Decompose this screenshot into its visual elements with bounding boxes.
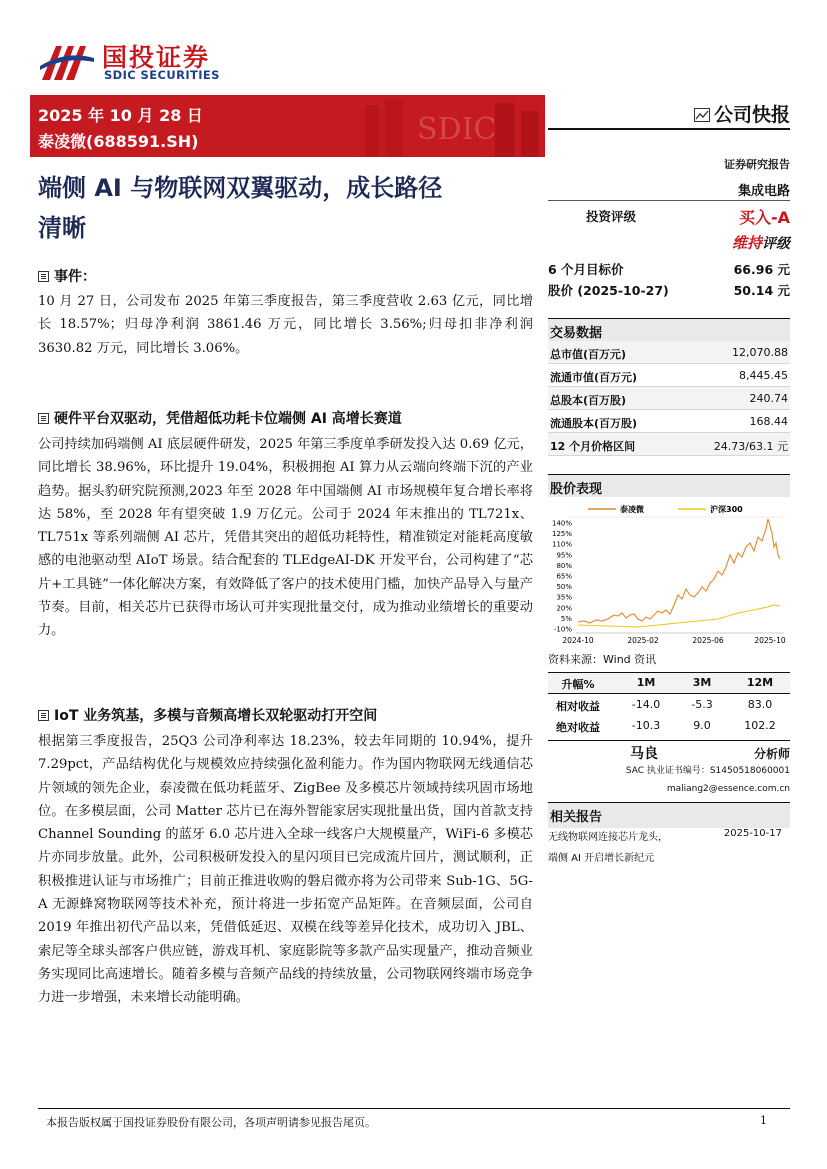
rating-value: 买入-A bbox=[738, 208, 790, 227]
legend-label-stock: 泰凌微 bbox=[620, 505, 644, 514]
performance-heading: 股价表现 bbox=[548, 474, 790, 500]
sdic-logo-icon bbox=[38, 36, 96, 86]
rating-label: 投资评级 bbox=[586, 209, 637, 224]
legend-label-index: 沪深300 bbox=[710, 505, 743, 514]
doc-type: 公司快报 bbox=[713, 104, 790, 126]
trade-row bbox=[548, 387, 790, 410]
chart-icon bbox=[694, 108, 710, 122]
logo-cn-text: 国投证券 bbox=[102, 43, 211, 72]
y-tick-label: 35% bbox=[556, 593, 572, 602]
analyst-name: 马良 bbox=[630, 746, 658, 762]
y-tick-label: 5% bbox=[560, 614, 572, 623]
doc-type-header bbox=[548, 100, 790, 130]
perf-cell: -10.3 bbox=[631, 719, 661, 732]
x-tick-label: 2025-10 bbox=[754, 636, 786, 645]
related-report-date: 2025-10-17 bbox=[723, 828, 782, 839]
y-tick-label: 95% bbox=[556, 551, 572, 560]
y-tick-label: 110% bbox=[551, 540, 572, 549]
rating-suffix: 评级 bbox=[762, 236, 790, 252]
chart-source: 资料来源：Wind 资讯 bbox=[548, 653, 657, 666]
y-tick-label: 80% bbox=[556, 561, 572, 570]
perf-row bbox=[548, 694, 790, 716]
target-value: 66.96 元 bbox=[733, 262, 790, 277]
banner-building-decoration bbox=[345, 95, 545, 157]
logo-en-text: SDIC SECURITIES bbox=[104, 68, 220, 82]
related-reports-heading: 相关报告 bbox=[548, 802, 790, 828]
section-body-hardware: 公司持续加码端侧 AI 底层硬件研发，2025 年第三季度单季研发投入达 0.69 亿元，同比增长 38.96%，环比提升 19.04%，积极拥抱 AI 算力从云端向终端下沉的产业趋势。据头豹研究院预测,2023 年至 2028 年中国端侧 AI 市场规模年复合增长率将达 58%，至 2028 年有望突破 1.9 万亿元。公司于 2024 年末推出的 TL721x、TL751x 等系列端侧 AI 芯片，凭借其突出的超低功耗特性，精准锁定对能耗高度敏感的电池驱动型 AIoT 场景。结合配套的 TLEdgeAI-DK 开发平台，公司构建了“芯片+工具链”一体化解决方案，有效降低了客户的技术使用门槛，加快产品导入与量产节奏。目前，相关芯片已获得市场认可并实现批量交付，成为推动业绩增长的重要动力。 bbox=[38, 437, 533, 639]
perf-cell: 9.0 bbox=[693, 719, 711, 732]
trade-data-heading: 交易数据 bbox=[548, 318, 790, 344]
related-report-item[interactable] bbox=[548, 849, 790, 864]
section-heading-iot bbox=[38, 705, 377, 725]
perf-table-header bbox=[548, 672, 790, 694]
section-heading-text: IoT 业务筑基，多模与音频高增长双轮驱动打开空间 bbox=[54, 708, 378, 724]
list-icon bbox=[38, 271, 49, 282]
target-price-row bbox=[548, 260, 790, 278]
price-value: 50.14 元 bbox=[733, 283, 790, 298]
y-tick-label: 125% bbox=[551, 530, 572, 539]
stock-name: 泰凌微(688591.SH) bbox=[38, 132, 199, 151]
title-line-1: 端侧 AI 与物联网双翼驱动，成长路径 bbox=[38, 174, 443, 202]
y-tick-label: 65% bbox=[556, 572, 572, 581]
perf-col-3m: 3M bbox=[692, 676, 712, 689]
footer-disclaimer: 本报告版权属于国投证券股份有限公司，各项声明请参见报告尾页。 bbox=[46, 1116, 376, 1129]
trade-row bbox=[548, 364, 790, 387]
trade-key: 12 个月价格区间 bbox=[550, 440, 636, 453]
y-tick-label: 20% bbox=[556, 604, 572, 613]
industry-divider bbox=[548, 200, 790, 201]
list-icon bbox=[38, 710, 49, 721]
analyst-role: 分析师 bbox=[753, 747, 790, 761]
industry: 集成电路 bbox=[737, 184, 790, 199]
perf-col-1m: 1M bbox=[636, 676, 656, 689]
company-logo bbox=[38, 36, 268, 86]
price-label: 股价 (2025-10-27) bbox=[548, 283, 669, 298]
header-banner bbox=[30, 95, 545, 157]
banner-watermark: SDIC bbox=[417, 112, 497, 147]
rating-action-row bbox=[548, 232, 790, 253]
report-date: 2025 年 10 月 28 日 bbox=[38, 106, 203, 125]
trade-value: 168.44 bbox=[749, 415, 788, 428]
performance-chart bbox=[548, 497, 790, 645]
section-heading-event bbox=[38, 266, 96, 286]
sac-number: SAC 执业证书编号：S1450518060001 bbox=[625, 766, 790, 776]
y-tick-label: 140% bbox=[551, 519, 572, 528]
perf-cell: 102.2 bbox=[744, 719, 776, 732]
perf-row-label: 相对收益 bbox=[556, 700, 600, 713]
x-tick-label: 2024-10 bbox=[562, 636, 594, 645]
y-tick-label: -10% bbox=[553, 625, 572, 634]
rating-action: 维持 bbox=[731, 234, 762, 252]
header-divider bbox=[548, 128, 790, 130]
x-tick-label: 2025-06 bbox=[692, 636, 724, 645]
trade-key: 总股本(百万股) bbox=[550, 394, 627, 407]
target-label: 6 个月目标价 bbox=[548, 262, 624, 277]
trade-value: 8,445.45 bbox=[739, 369, 788, 382]
report-type: 证券研究报告 bbox=[724, 158, 790, 171]
related-report-title[interactable]: 无线物联网连接芯片龙头， bbox=[548, 832, 668, 843]
title-line-2: 清晰 bbox=[38, 214, 86, 242]
section-body-iot: 根据第三季度报告，25Q3 公司净利率达 18.23%，较去年同期的 10.94%，提升 7.29pct，产品结构优化与规模效应持续强化盈利能力。作为国内物联网无线通信芯片领域的领先企业，泰凌微在低功耗蓝牙、ZigBee 及多模芯片领域持续巩固市场地位。在多模层面，公司 Matter 芯片已在海外智能家居实现批量出货，国内首款支持 Channel Sounding 的蓝牙 6.0 芯片进入全球一线客户大规模量产，WiFi-6 多模芯片亦同步放量。此外，公司积极研发投入的星闪项目已完成流片回片，测试顺利，正积极推进认证与市场推广；目前正推进收购的磐启微亦将为公司带来 Sub-1G、5G-A 无源蜂窝物联网等技术补充，预计将进一步拓宽产品矩阵。在音频层面，公司自 2019 年推出初代产品以来，凭借低延迟、双模在线等差异化技术，成功切入 JBL、索尼等全球头部客户供应链，游戏耳机、家庭影院等多款产品实现量产，推动音频业务实现同比高速增长。随着多模与音频产品线的持续放量，公司物联网终端市场竞争力进一步增强，未来增长动能明确。 bbox=[38, 734, 533, 1006]
related-report-title[interactable]: 端侧 AI 开启增长新纪元 bbox=[548, 853, 655, 864]
footer-divider bbox=[38, 1108, 790, 1109]
list-icon bbox=[38, 413, 49, 424]
trade-value: 240.74 bbox=[749, 392, 788, 405]
section-heading-text: 事件： bbox=[54, 269, 96, 285]
section-heading-hardware bbox=[38, 408, 402, 428]
trade-key: 总市值(百万元) bbox=[550, 348, 627, 361]
analyst-email[interactable]: maliang2@essence.com.cn bbox=[666, 784, 790, 794]
stock-price-row bbox=[548, 281, 790, 299]
trade-value: 24.73/63.1 元 bbox=[713, 440, 788, 453]
trade-key: 流通市值(百万元) bbox=[550, 371, 638, 384]
trade-value: 12,070.88 bbox=[732, 346, 788, 359]
perf-row-label: 绝对收益 bbox=[556, 721, 600, 734]
trade-row bbox=[548, 410, 790, 433]
report-title bbox=[38, 168, 548, 248]
section-body-event: 10 月 27 日，公司发布 2025 年第三季度报告，第三季度营收 2.63 亿元，同比增长 18.57%；归母净利润 3861.46 万元，同比增长 3.56%;归母扣非净利润 3630.82 万元，同比增长 3.06%。 bbox=[38, 294, 533, 356]
perf-col-12m: 12M bbox=[746, 676, 774, 689]
section-heading-text: 硬件平台双驱动，凭借超低功耗卡位端侧 AI 高增长赛道 bbox=[54, 411, 402, 427]
perf-cell: -14.0 bbox=[631, 698, 661, 711]
perf-row bbox=[548, 715, 790, 737]
trade-key: 流通股本(百万股) bbox=[550, 417, 638, 430]
analyst-row bbox=[548, 740, 790, 762]
perf-cell: -5.3 bbox=[691, 698, 713, 711]
x-tick-label: 2025-02 bbox=[627, 636, 659, 645]
page-number: 1 bbox=[760, 1114, 767, 1127]
trade-row bbox=[548, 341, 790, 364]
related-report-item[interactable] bbox=[548, 828, 790, 843]
y-tick-label: 50% bbox=[556, 583, 572, 592]
perf-cell: 83.0 bbox=[747, 698, 773, 711]
trade-row bbox=[548, 433, 790, 456]
perf-col-label: 升幅% bbox=[561, 678, 595, 691]
